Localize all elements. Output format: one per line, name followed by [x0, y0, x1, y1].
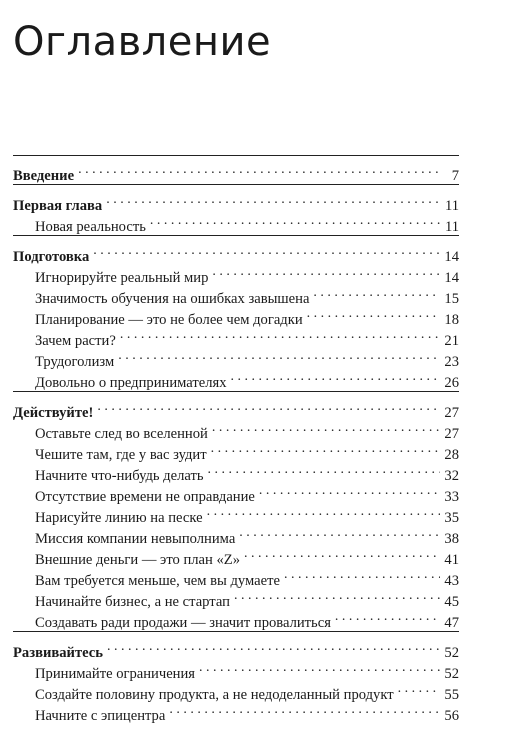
- dot-leader: [97, 396, 440, 417]
- toc-entry-title: Создавать ради продажи — значит провалиться: [35, 615, 331, 631]
- toc-page-number: 32: [444, 468, 459, 484]
- dot-leader: [107, 636, 440, 657]
- dot-leader: [120, 324, 441, 345]
- dot-leader: [169, 699, 440, 720]
- toc-page-number: 56: [444, 708, 459, 724]
- dot-leader: [150, 210, 441, 231]
- toc-page-number: 21: [444, 333, 459, 349]
- toc-entry-title: Принимайте ограничения: [35, 666, 196, 682]
- toc-page-number: 33: [444, 489, 459, 505]
- dot-leader: [234, 585, 440, 606]
- dot-leader: [244, 543, 440, 564]
- toc-chapter-title: Действуйте!: [13, 405, 94, 421]
- toc-page-number: 52: [444, 645, 459, 661]
- toc-page-number: 26: [444, 375, 459, 391]
- dot-leader: [398, 678, 441, 699]
- toc-chapter-row: [13, 396, 459, 421]
- toc-page-number: 27: [444, 426, 459, 442]
- dot-leader: [259, 480, 441, 501]
- dot-leader: [93, 240, 440, 261]
- toc-page-number: 27: [444, 405, 459, 421]
- toc-page-number: 41: [444, 552, 459, 568]
- toc-chapter-row: [13, 636, 459, 661]
- toc-chapter-title: Введение: [13, 168, 75, 184]
- dot-leader: [307, 303, 441, 324]
- dot-leader: [208, 459, 441, 480]
- toc-section: [13, 155, 459, 184]
- toc-page-number: 15: [444, 291, 459, 307]
- toc-chapter-row: [13, 159, 459, 184]
- dot-leader: [106, 189, 441, 210]
- toc-page-number: 23: [444, 354, 459, 370]
- toc-page-number: 52: [444, 666, 459, 682]
- toc-chapter-title: Развивайтесь: [13, 645, 103, 661]
- toc-section: [13, 631, 459, 724]
- dot-leader: [78, 159, 441, 180]
- toc-page-number: 11: [444, 198, 459, 214]
- dot-leader: [211, 438, 441, 459]
- toc-page-number: 47: [444, 615, 459, 631]
- toc-page-number: 55: [444, 687, 459, 703]
- toc-page-number: 14: [444, 249, 459, 265]
- toc-entry-title: Оставьте след во вселенной: [35, 426, 208, 442]
- page-title: Оглавление: [13, 19, 272, 65]
- dot-leader: [335, 606, 440, 627]
- toc-section: [13, 184, 459, 235]
- toc-entry-title: Внешние деньги — это план «Z»: [35, 552, 240, 568]
- toc-entry-title: Нарисуйте линию на песке: [35, 510, 203, 526]
- toc-entry-title: Игнорируйте реальный мир: [35, 270, 209, 286]
- dot-leader: [239, 522, 440, 543]
- toc-page-number: 7: [451, 168, 459, 184]
- dot-leader: [199, 657, 440, 678]
- dot-leader: [212, 417, 441, 438]
- toc-section: [13, 391, 459, 631]
- toc-page-number: 45: [444, 594, 459, 610]
- toc-entry-title: Начните что-нибудь делать: [35, 468, 204, 484]
- toc-entry-title: Начните с эпицентра: [35, 708, 166, 724]
- dot-leader: [231, 366, 441, 387]
- toc-entry-title: Планирование — это не более чем догадки: [35, 312, 303, 328]
- toc-entry-title: Трудоголизм: [35, 354, 115, 370]
- toc-page-number: 11: [444, 219, 459, 235]
- toc-page-number: 28: [444, 447, 459, 463]
- dot-leader: [118, 345, 440, 366]
- toc-chapter-row: [13, 189, 459, 214]
- toc-section: [13, 235, 459, 391]
- toc-entry-title: Начинайте бизнес, а не стартап: [35, 594, 230, 610]
- toc-chapter-row: [13, 240, 459, 265]
- dot-leader: [313, 282, 440, 303]
- dot-leader: [207, 501, 441, 522]
- toc-entry-title: Вам требуется меньше, чем вы думаете: [35, 573, 280, 589]
- toc-entry-title: Зачем расти?: [35, 333, 116, 349]
- toc-page-number: 38: [444, 531, 459, 547]
- toc-entry-title: Значимость обучения на ошибках завышена: [35, 291, 310, 307]
- toc-page-number: 43: [444, 573, 459, 589]
- toc-entry-title: Новая реальность: [35, 219, 146, 235]
- toc-page-number: 35: [444, 510, 459, 526]
- toc-chapter-title: Первая глава: [13, 198, 103, 214]
- toc-page-number: 18: [444, 312, 459, 328]
- dot-leader: [212, 261, 440, 282]
- toc-page-number: 14: [444, 270, 459, 286]
- toc-entry-title: Отсутствие времени не оправдание: [35, 489, 255, 505]
- table-of-contents: [13, 155, 459, 724]
- toc-chapter-title: Подготовка: [13, 249, 90, 265]
- toc-entry-title: Миссия компании невыполнима: [35, 531, 236, 547]
- dot-leader: [284, 564, 440, 585]
- toc-entry-title: Чешите там, где у вас зудит: [35, 447, 207, 463]
- toc-entry-title: Создайте половину продукта, а не недоделанный продукт: [35, 687, 394, 703]
- toc-entry-title: Довольно о предпринимателях: [35, 375, 227, 391]
